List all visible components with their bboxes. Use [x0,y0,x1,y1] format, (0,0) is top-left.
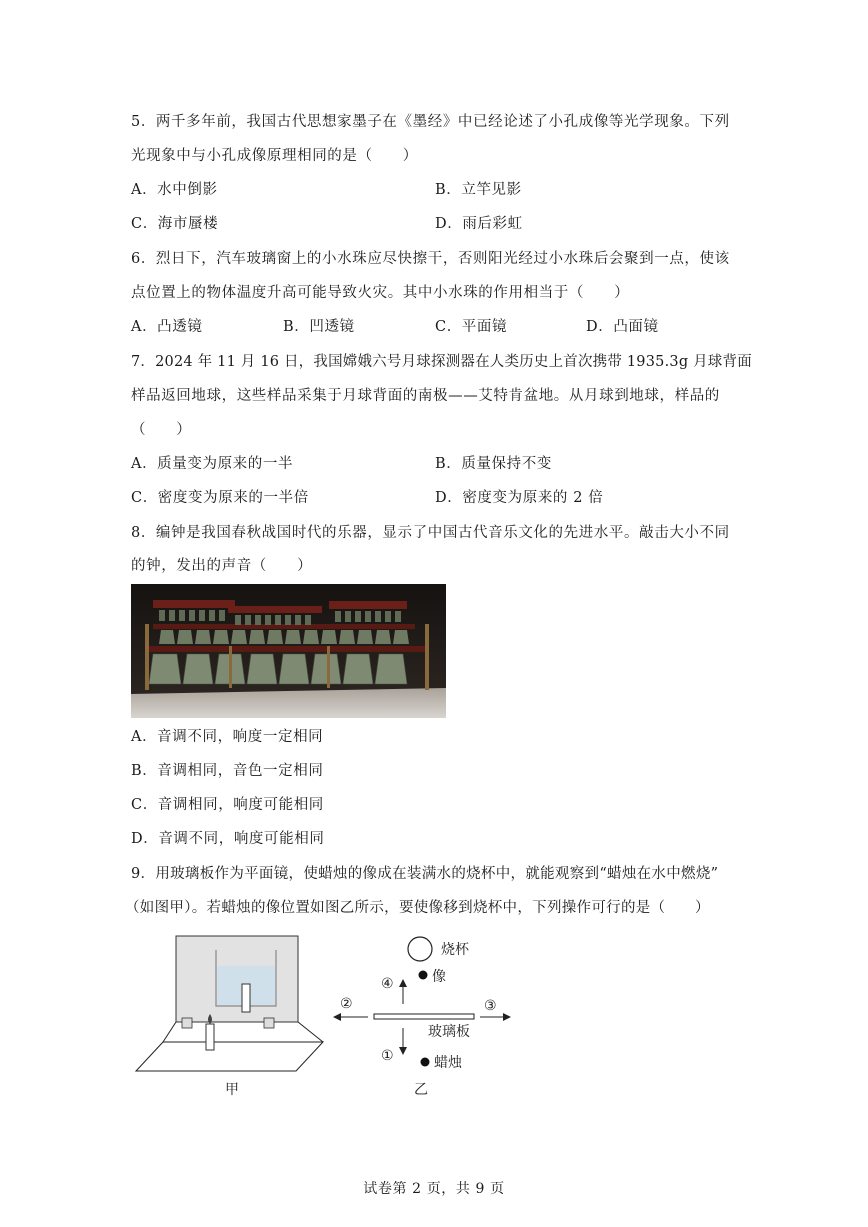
q5-option-b: B．立竿见影 [435,182,522,198]
image-dot [419,971,428,980]
q8-option-a: A．音调不同，响度一定相同 [131,729,324,745]
q9-stem-line2: （如图甲）。若蜡烛的像位置如图乙所示，要使像移到烧杯中，下列操作可行的是（ ） [125,900,710,916]
label-yi: 乙 [414,1082,428,1098]
q8-option-d: D．音调不同，响度可能相同 [131,831,325,847]
figure-jia [136,936,323,1071]
q7-option-d: D．密度变为原来的 2 倍 [435,490,604,506]
glass-plate [374,1014,474,1019]
label-image: 像 [432,969,446,985]
q5-stem-line2: 光现象中与小孔成像原理相同的是（ ） [131,148,418,164]
label-glass: 玻璃板 [428,1024,470,1040]
q8-stem-line2: 的钟，发出的声音（ ） [131,558,313,574]
q7-option-a: A．质量变为原来的一半 [131,456,294,472]
q7-stem-line2: 样品返回地球，这些样品采集于月球背面的南极——艾特肯盆地。从月球到地球，样品的 [131,388,720,404]
page-footer: 试卷第 2 页，共 9 页 [363,1181,505,1197]
beaker-circle [408,937,432,961]
q5-option-d: D．雨后彩虹 [435,216,523,232]
marker-3: ③ [484,998,497,1014]
q6-option-a: A．凸透镜 [131,319,203,335]
q7-stem-line3: （ ） [131,422,192,438]
marker-1: ① [381,1048,394,1064]
q6-option-d: D．凸面镜 [586,319,659,335]
q7-option-c: C．密度变为原来的一半倍 [131,490,309,506]
label-candle: 蜡烛 [434,1055,462,1071]
bianzhong-bells-photo [131,584,446,718]
q7-option-b: B．质量保持不变 [435,456,552,472]
q5-stem-line1: 5．两千多年前，我国古代思想家墨子在《墨经》中已经论述了小孔成像等光学现象。下列 [131,114,730,130]
label-beaker: 烧杯 [441,942,469,958]
q5-option-c: C．海市蜃楼 [131,216,219,232]
label-jia: 甲 [225,1082,239,1098]
q9-stem-line1: 9．用玻璃板作为平面镜，使蜡烛的像成在装满水的烧杯中，就能观察到“蜡烛在水中燃烧” [131,866,719,882]
q6-option-c: C．平面镜 [435,319,508,335]
q8-option-c: C．音调相同，响度可能相同 [131,797,324,813]
q6-stem-line2: 点位置上的物体温度升高可能导致火灾。其中小水珠的作用相当于（ ） [131,285,630,301]
q7-stem-line1: 7．2024 年 11 月 16 日，我国嫦娥六号月球探测器在人类历史上首次携带 1935.3g 月球背面 [131,354,752,370]
q5-option-a: A．水中倒影 [131,182,218,198]
q9-figure [128,928,528,1103]
q8-option-b: B．音调相同，音色一定相同 [131,763,324,779]
q8-stem-line1: 8．编钟是我国春秋战国时代的乐器，显示了中国古代音乐文化的先进水平。敲击大小不同 [131,525,730,541]
q6-stem-line1: 6．烈日下，汽车玻璃窗上的小水珠应尽快擦干，否则阳光经过小水珠后会聚到一点，使该 [131,251,730,267]
marker-2: ② [340,996,353,1012]
q6-option-b: B．凹透镜 [283,319,355,335]
marker-4: ④ [381,976,394,992]
candle-dot [421,1058,430,1067]
